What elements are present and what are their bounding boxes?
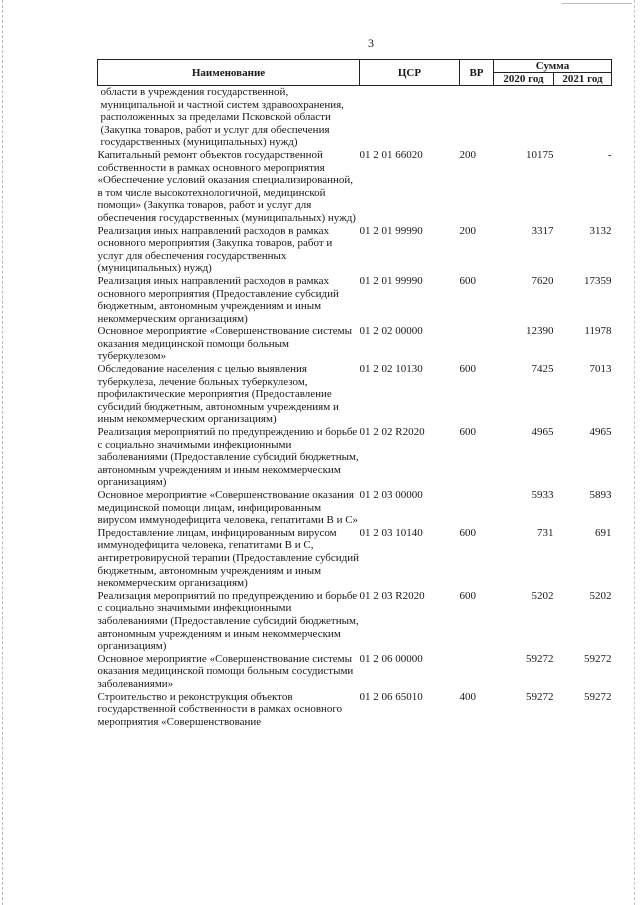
table-row — [98, 426, 612, 489]
row-sum-2020 — [494, 86, 554, 149]
row-sum-2021: 11978 — [584, 325, 612, 338]
header-csr: ЦСР — [360, 60, 460, 86]
row-sum-2021: 5202 — [589, 589, 612, 602]
row-sum-2020: 59272 — [526, 652, 554, 665]
header-vr: ВР — [460, 60, 494, 86]
row-name: Реализация иных направлений расходов в рамках основного мероприятия (Предоставление субсидий бюджетным, автономным учреждениям и иным некоммерческим организациям) — [97, 274, 339, 325]
row-sum-2020: 5933 — [531, 489, 554, 501]
row-name: Реализация мероприятий по предупреждению и борьбе с социально значимыми инфекционными заболеваниями (Предоставление субсидий бюджетным, автономным учреждениям и иным некоммерческим организациям) — [97, 426, 359, 489]
row-name: Основное мероприятие «Совершенствование системы оказания медицинской помощи больным сосудистыми заболеваниями» — [97, 652, 354, 690]
row-vr: 600 — [459, 274, 476, 287]
row-csr: 01 2 03 10140 — [359, 526, 423, 539]
row-name: области в учреждения государственной, муниципальной и частной систем здравоохранения, расположенных за пределами Псковской области (Закупка товаров, работ и услуг для обеспечения государственных (муниципальных) нужд) — [100, 86, 344, 149]
row-sum-2021: 3132 — [589, 224, 612, 237]
row-csr: 01 2 02 R2020 — [359, 426, 425, 439]
row-vr: 600 — [459, 589, 476, 602]
row-csr: 01 2 01 99990 — [359, 274, 423, 287]
row-csr: 01 2 02 10130 — [359, 363, 423, 376]
row-sum-2021: 59272 — [584, 690, 612, 703]
header-year-2020: 2020 год — [494, 73, 554, 86]
row-vr: 600 — [459, 363, 476, 376]
row-csr: 01 2 03 00000 — [359, 489, 423, 501]
table-row — [98, 225, 612, 275]
scan-edge-right — [634, 0, 636, 905]
row-sum-2021: 7013 — [589, 363, 612, 376]
row-sum-2021: 5893 — [589, 489, 612, 501]
table-row — [98, 325, 612, 363]
row-sum-2020: 59272 — [526, 690, 554, 703]
table-row — [98, 363, 612, 426]
row-vr: 200 — [459, 224, 476, 237]
row-name: Основное мероприятие «Совершенствование оказания медицинской помощи лицам, инфицированным вирусом иммунодефицита человека, гепатитами В и С» — [97, 489, 359, 527]
row-csr: 01 2 02 00000 — [359, 325, 423, 338]
row-csr: 01 2 01 66020 — [359, 148, 423, 161]
row-sum-2021 — [554, 86, 612, 149]
header-sum: Сумма — [494, 60, 612, 73]
row-name: Реализация мероприятий по предупреждению и борьбе с социально значимыми инфекционными заболеваниями (Предоставление субсидий бюджетным, автономным учреждениям и иным некоммерческим организациям) — [97, 589, 359, 653]
row-csr: 01 2 06 65010 — [359, 690, 423, 703]
page-number: 3 — [368, 36, 374, 50]
scan-edge-left — [2, 0, 4, 905]
row-sum-2020: 5202 — [531, 589, 554, 602]
table-row — [98, 275, 612, 325]
table-row — [98, 691, 612, 729]
row-sum-2021: 691 — [595, 526, 612, 539]
table-row — [98, 590, 612, 653]
budget-table — [97, 59, 612, 728]
row-name: Предоставление лицам, инфицированным вирусом иммунодефицита человека, гепатитами В и С, антиретровирусной терапии (Предоставление субсидий бюджетным, автономным учреждениям и иным некоммерческим организациям) — [97, 526, 360, 590]
row-sum-2021: - — [607, 148, 612, 161]
table-row — [98, 86, 612, 149]
table-row — [98, 489, 612, 527]
row-csr: 01 2 03 R2020 — [359, 589, 425, 602]
row-vr — [460, 86, 494, 149]
row-name: Основное мероприятие «Совершенствование системы оказания медицинской помощи больным туберкулезом» — [97, 325, 352, 363]
row-sum-2020: 731 — [537, 526, 554, 539]
row-vr: 200 — [459, 148, 476, 161]
row-vr — [460, 653, 494, 691]
table-row — [98, 149, 612, 225]
table-row — [98, 653, 612, 691]
row-vr: 600 — [459, 526, 476, 539]
row-csr: 01 2 01 99990 — [359, 224, 423, 237]
row-sum-2020: 4965 — [531, 426, 554, 439]
row-sum-2020: 3317 — [531, 224, 554, 237]
row-csr: 01 2 06 00000 — [359, 652, 423, 665]
row-vr: 400 — [459, 690, 476, 703]
row-vr — [460, 325, 494, 363]
row-name: Строительство и реконструкция объектов государственной собственности в рамках основного мероприятия «Совершенствование — [97, 690, 343, 728]
row-sum-2020: 12390 — [526, 325, 554, 338]
row-sum-2020: 7620 — [531, 274, 554, 287]
row-csr — [360, 86, 460, 149]
header-year-2021: 2021 год — [554, 73, 612, 86]
table-row — [98, 527, 612, 590]
row-name: Реализация иных направлений расходов в рамках основного мероприятия (Закупка товаров, работ и услуг для обеспечения государственных (муниципальных) нужд) — [97, 224, 333, 275]
header-name: Наименование — [98, 60, 360, 86]
row-sum-2021: 17359 — [584, 274, 612, 287]
row-vr: 600 — [459, 426, 476, 439]
row-sum-2021: 59272 — [584, 652, 612, 665]
row-sum-2020: 7425 — [531, 363, 554, 376]
row-sum-2021: 4965 — [589, 426, 612, 439]
row-vr — [460, 489, 494, 527]
row-name: Капитальный ремонт объектов государственной собственности в рамках основного мероприятия «Обеспечение условий оказания специализированной, в том числе высокотехнологичной, медицинской помощи» (Закупка товаров, работ и услуг для обеспечения государственных (муниципальных) нужд) — [97, 148, 356, 224]
row-name: Обследование населения с целью выявления туберкулеза, лечение больных туберкулезом, профилактические мероприятия (Предоставление субсидий бюджетным, автономным учреждениям и иным некоммерческим организациям) — [97, 363, 339, 426]
row-sum-2020: 10175 — [526, 148, 554, 161]
scan-edge-top — [562, 3, 632, 5]
